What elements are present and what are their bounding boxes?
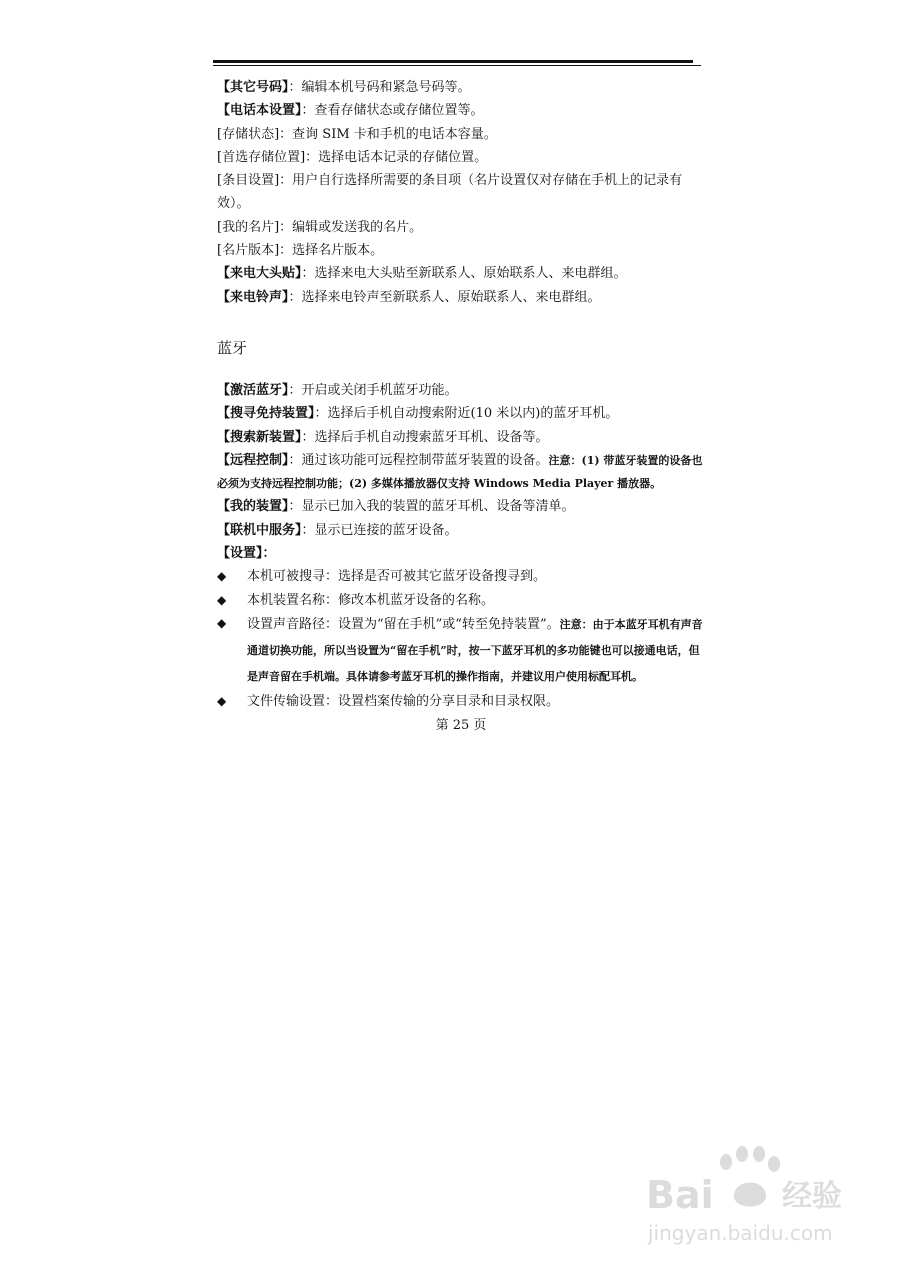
entry-online-services: 【联机中服务】：显示已连接的蓝牙设备。 [217,522,458,538]
remote-control-note: 注意：(1) 带蓝牙装置的设备也必须为支持远程控制功能；(2) 多媒体播放器仅支持 Windows Media Player 播放器。 [217,453,703,491]
header-rule-thin [213,65,701,66]
watermark-brand-tail: 经验 [782,1179,842,1214]
page-number: 第 25 页 [435,718,487,734]
entry-caller-ringtone: 【来电铃声】：选择来电铃声至新联系人、原始联系人、来电群组。 [217,289,601,305]
document-body [217,76,705,737]
diamond-bullet-icon: ◆ [217,693,227,708]
entry-activate-bluetooth: 【激活蓝牙】：开启或关闭手机蓝牙功能。 [217,382,458,398]
entry-settings: 【设置】： [217,546,276,562]
entry-storage-status: [存储状态]：查询 SIM 卡和手机的电话本容量。 [217,126,497,142]
entry-remote-control: 【远程控制】：通过该功能可远程控制带蓝牙装置的设备。注意：(1) 带蓝牙装置的设备也必须为支持远程控制功能；(2) 多媒体播放器仅支持 Windows Media Player 播放器。 [217,452,703,491]
entry-caller-picture: 【来电大头贴】：选择来电大头贴至新联系人、原始联系人、来电群组。 [217,266,627,282]
entry-other-numbers: 【其它号码】：编辑本机号码和紧急号码等。 [217,80,471,95]
entry-my-devices: 【我的装置】：显示已加入我的装置的蓝牙耳机、设备等清单。 [217,499,575,515]
paw-icon [720,1146,780,1207]
watermark-brand: Bai [646,1173,714,1217]
entry-search-new-device: 【搜索新装置】：选择后手机自动搜索蓝牙耳机、设备等。 [217,429,549,445]
list-item: ◆ 本机可被搜寻：选择是否可被其它蓝牙设备搜寻到。 [217,565,705,588]
watermark-url: jingyan.baidu.com [648,1221,833,1245]
section-heading-bluetooth: 蓝牙 [217,338,248,357]
entry-search-handsfree: 【搜寻免持装置】：选择后手机自动搜索附近(10 米以内)的蓝牙耳机。 [217,406,619,422]
list-item: ◆ 设置声音路径：设置为“留在手机”或“转至免持装置”。注意：由于本蓝牙耳机有声音通道切换功能，所以当设置为“留在手机”时，按一下蓝牙耳机的多功能键也可以接通电话，但是声音留在手机端。具体请参考蓝牙耳机的操作指南，并建议用户使用标配耳机。 [217,612,705,690]
entry-phonebook-settings: 【电话本设置】：查看存储状态或存储位置等。 [217,103,484,119]
entry-card-version: [名片版本]：选择名片版本。 [217,243,384,259]
entry-preferred-storage: [首选存储位置]：选择电话本记录的存储位置。 [217,149,488,165]
diamond-bullet-icon: ◆ [217,615,227,630]
diamond-bullet-icon: ◆ [217,569,227,584]
list-item: ◆ 文件传输设置：设置档案传输的分享目录和目录权限。 [217,690,705,713]
entry-my-card: [我的名片]：编辑或发送我的名片。 [217,219,423,235]
entry-field-settings: [条目设置]：用户自行选择所需要的条目项（名片设置仅对存储在手机上的记录有效）。 [217,173,683,212]
diamond-bullet-icon: ◆ [217,592,227,607]
sound-path-note: 注意：由于本蓝牙耳机有声音通道切换功能，所以当设置为“留在手机”时，按一下蓝牙耳机的多功能键也可以接通电话，但是声音留在手机端。具体请参考蓝牙耳机的操作指南，并建议用户使用标配耳机。 [247,617,703,683]
header-rule-thick [213,60,693,63]
list-item: ◆ 本机装置名称：修改本机蓝牙设备的名称。 [217,589,705,612]
baidu-jingyan-watermark [642,1140,872,1250]
